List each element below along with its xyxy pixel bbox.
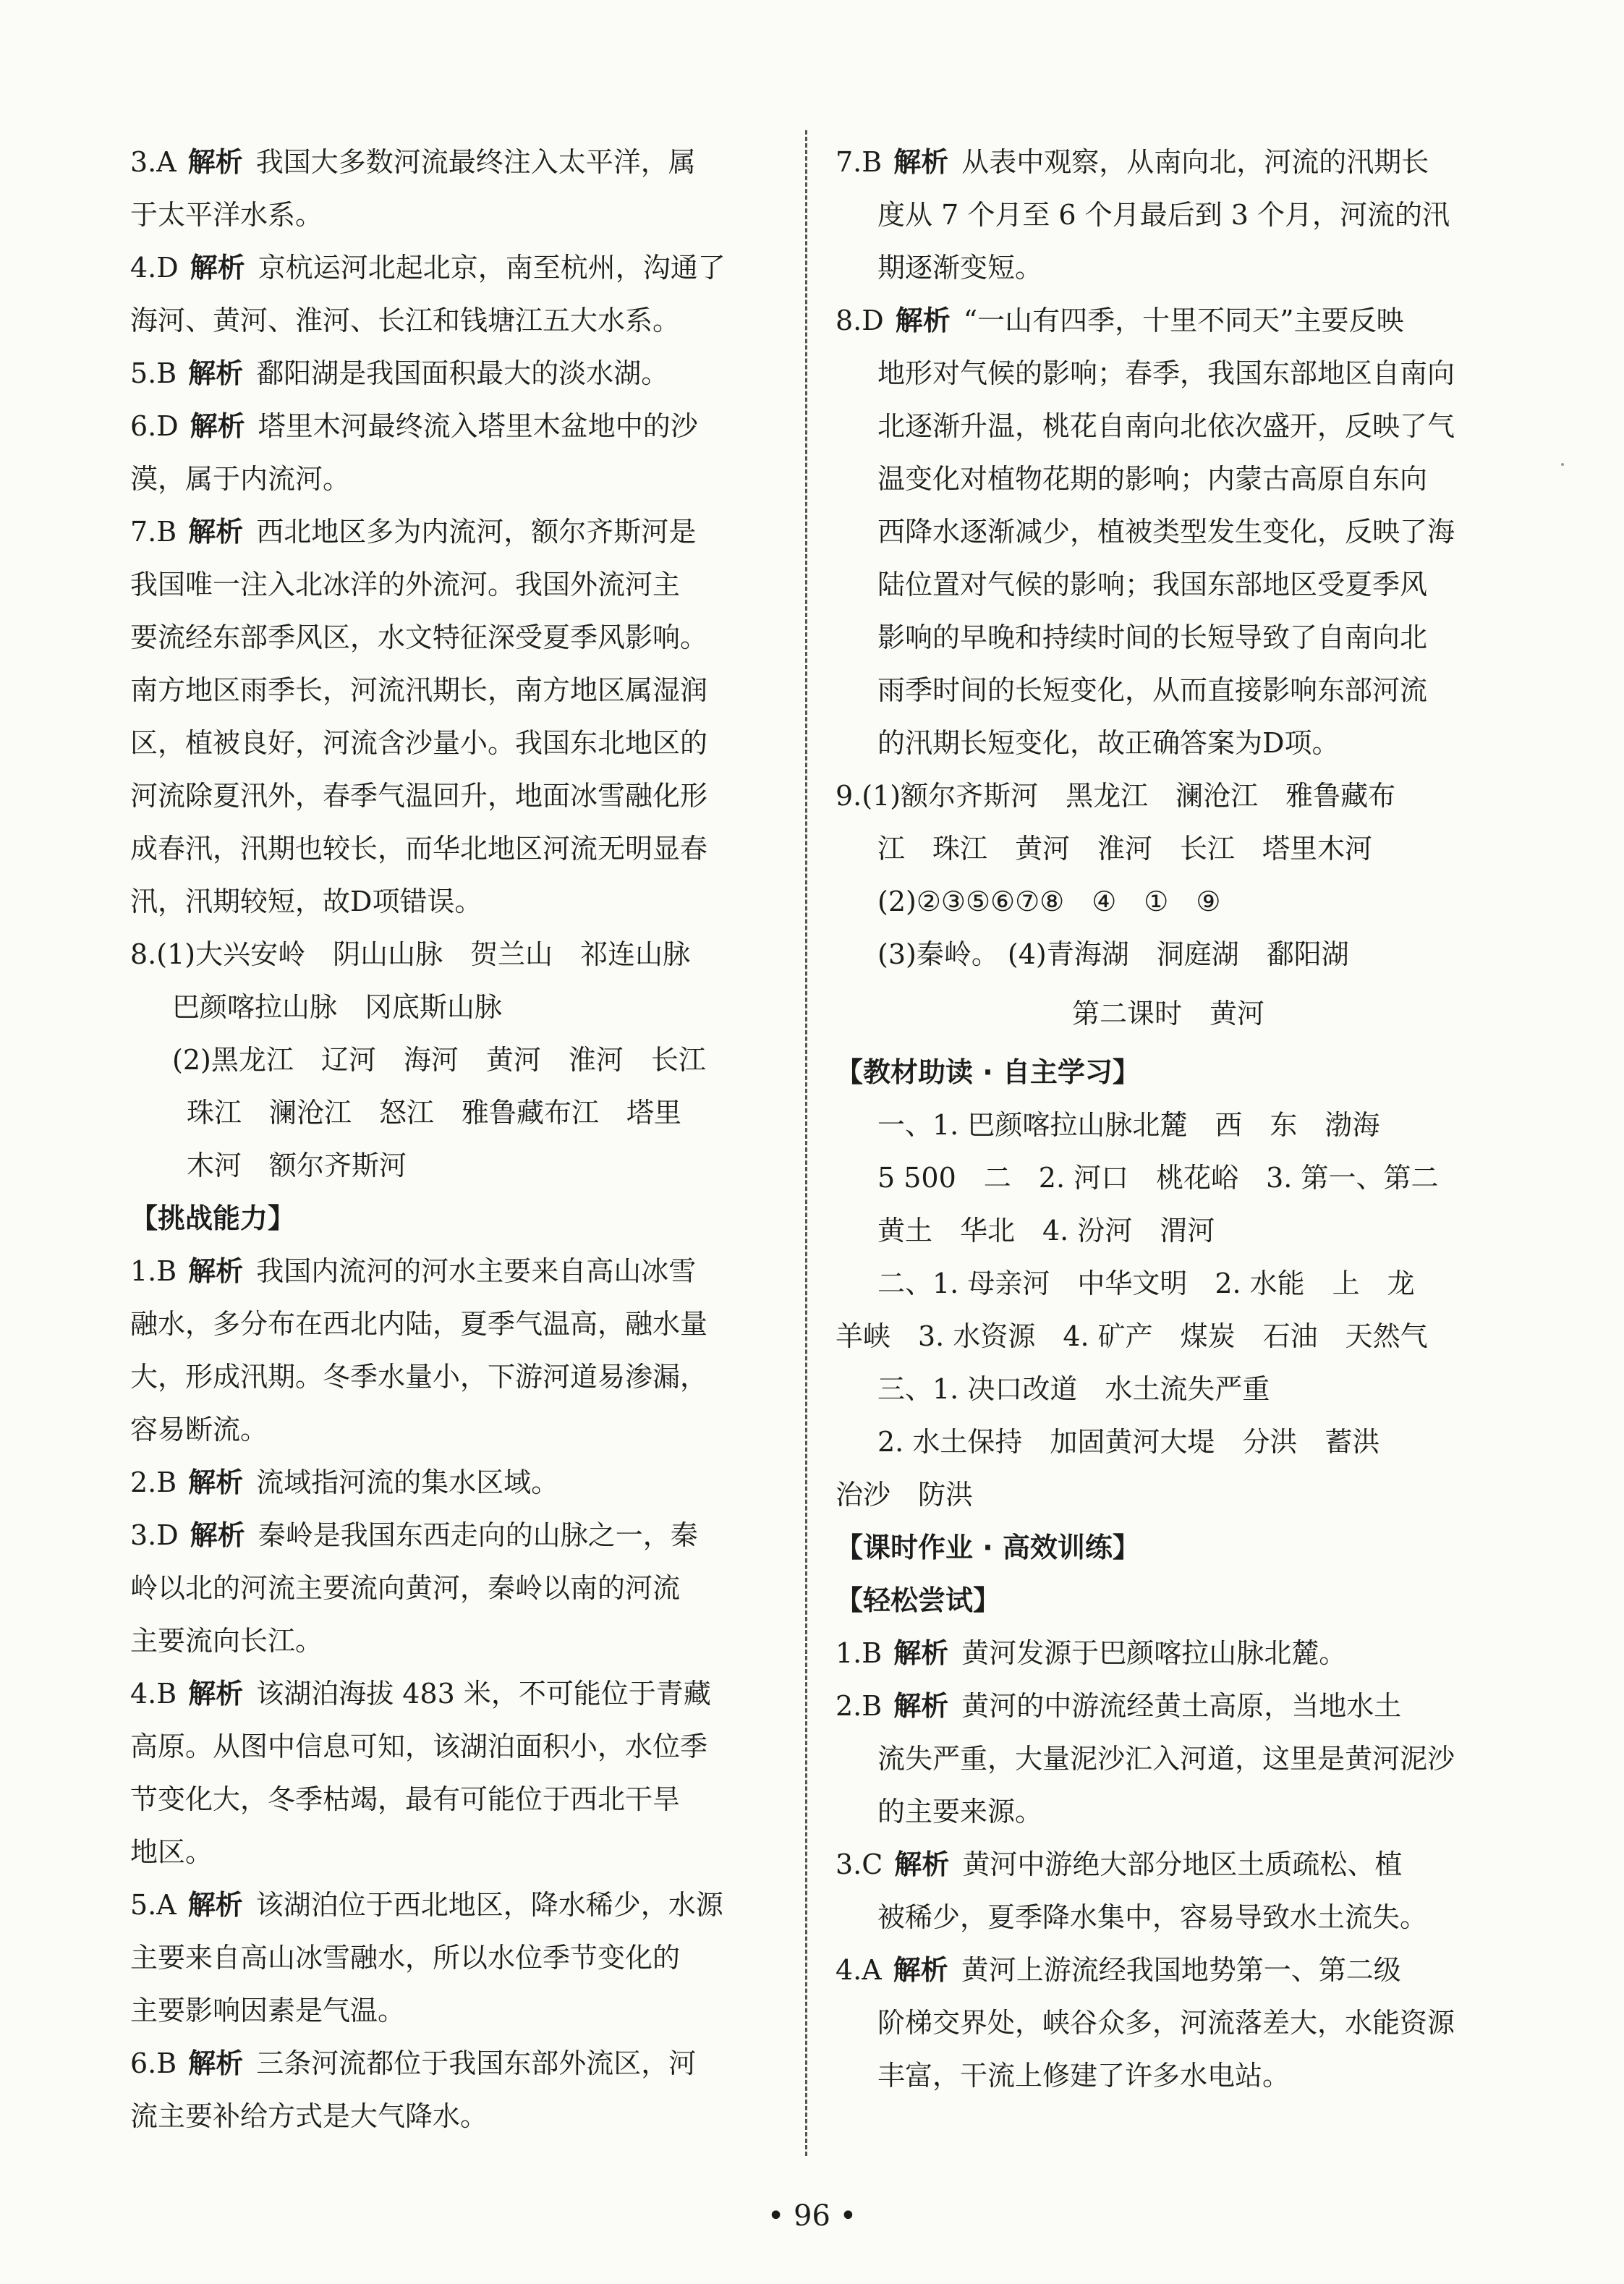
answer-item: 9.(1)额尔齐斯河 黑龙江 澜沧江 雅鲁藏布 江 珠江 黄河 淮河 长江 塔里木河 (2)②③⑤⑥⑦⑧ ④ ① ⑨ (3)秦岭。 (4)青海湖 洞庭湖 鄱阳湖 [836,780,1396,970]
answer-item: 5.B 解析 鄱阳湖是我国面积最大的淡水湖。 [130,357,669,389]
answer-item: 1.B 解析 我国内流河的河水主要来自高山冰雪 融水，多分布在西北内陆，夏季气温高，融水量 大，形成汛期。冬季水量小，下游河道易渗漏， 容易断流。 [130,1255,708,1445]
section-heading: 【课时作业 · 高效训练】 [836,1532,1140,1563]
scan-speck [1561,463,1564,466]
answer-item: 7.B 解析 从表中观察，从南向北，河流的汛期长 度从 7 个月至 6 个月最后到 3 个月，河流的汛 期逐渐变短。 [836,146,1450,284]
answer-item: 5.A 解析 该湖泊位于西北地区，降水稀少，水源 主要来自高山冰雪融水，所以水位季节变化的 主要影响因素是气温。 [130,1889,723,2026]
left-column [130,136,781,2143]
lesson-title: 第二课时 黄河 [1071,998,1264,1030]
answer-item: 6.B 解析 三条河流都位于我国东部外流区，河 流主要补给方式是大气降水。 [130,2047,697,2132]
answer-item: 4.D 解析 京杭运河北起北京，南至杭州，沟通了 海河、黄河、淮河、长江和钱塘江五大水系。 [130,252,726,336]
page-number: • 96 • [767,2199,857,2233]
answer-item: 4.A 解析 黄河上游流经我国地势第一、第二级 阶梯交界处，峡谷众多，河流落差大，水能资源 丰富，干流上修建了许多水电站。 [836,1954,1455,2092]
section-heading: 【教材助读 · 自主学习】 [836,1056,1140,1088]
answer-item: 6.D 解析 塔里木河最终流入塔里木盆地中的沙 漠，属于内流河。 [130,410,698,495]
answer-item: 8.D 解析 “一山有四季，十里不同天”主要反映 地形对气候的影响；春季，我国东部地区自南向 北逐渐升温，桃花自南向北依次盛开，反映了气 温变化对植物花期的影响；内蒙古高原自东向 西降水逐渐减少，植被类型发生变化，反映了海 陆位置对气候的影响；我国东部地区受夏季风 影响的早晚和持续时间的长短导致了自南向北 雨季时间的长短变化，从而直接影响东部河流 的汛期长短变化，故正确答案为D项。 [836,305,1455,759]
answer-item: 3.C 解析 黄河中游绝大部分地区土质疏松、植 被稀少，夏季降水集中，容易导致水土流失。 [836,1848,1428,1933]
right-column [836,136,1487,2102]
answer-item: 8.(1)大兴安岭 阴山山脉 贺兰山 祁连山脉 巴颜喀拉山脉 冈底斯山脉 (2)黑龙江 辽河 海河 黄河 淮河 长江 珠江 澜沧江 怒江 雅鲁藏布江 塔里 木河 额尔齐斯河 [130,938,706,1181]
answer-item: 4.B 解析 该湖泊海拔 483 米，不可能位于青藏 高原。从图中信息可知，该湖泊面积小，水位季 节变化大，冬季枯竭，最有可能位于西北干旱 地区。 [130,1678,711,1868]
answer-item: 2.B 解析 黄河的中游流经黄土高原，当地水土 流失严重，大量泥沙汇入河道，这里是黄河泥沙 的主要来源。 [836,1690,1455,1827]
section-heading: 【挑战能力】 [130,1202,296,1234]
answer-item: 3.D 解析 秦岭是我国东西走向的山脉之一，秦 岭以北的河流主要流向黄河，秦岭以南的河流 主要流向长江。 [130,1519,698,1657]
answer-item: 1.B 解析 黄河发源于巴颜喀拉山脉北麓。 [836,1637,1347,1669]
column-divider [805,130,807,2156]
textbook-answers: 一、1. 巴颜喀拉山脉北麓 西 东 渤海 5 500 二 2. 河口 桃花峪 3. 第一、第二 黄土 华北 4. 汾河 渭河 二、1. 母亲河 中华文明 2. 水能 上 龙 羊峡 3. 水资源 4. 矿产 煤炭 石油 天然气 三、1. 决口改道 水土流失严重 2. 水土保持 加固黄河大堤 分洪 蓄洪 治沙 防洪 [836,1109,1439,1511]
section-heading: 【轻松尝试】 [836,1584,1001,1616]
answer-item: 7.B 解析 西北地区多为内流河，额尔齐斯河是 我国唯一注入北冰洋的外流河。我国外流河主 要流经东部季风区，水文特征深受夏季风影响。 南方地区雨季长，河流汛期长，南方地区属湿润 区，植被良好，河流含沙量小。我国东北地区的 河流除夏汛外，春季气温回升，地面冰雪融化形 成春汛，汛期也较长，而华北地区河流无明显春 汛，汛期较短，故D项错误。 [130,516,708,917]
answer-item: 2.B 解析 流域指河流的集水区域。 [130,1466,559,1498]
answer-item: 3.A 解析 我国大多数河流最终注入太平洋，属 于太平洋水系。 [130,146,696,231]
